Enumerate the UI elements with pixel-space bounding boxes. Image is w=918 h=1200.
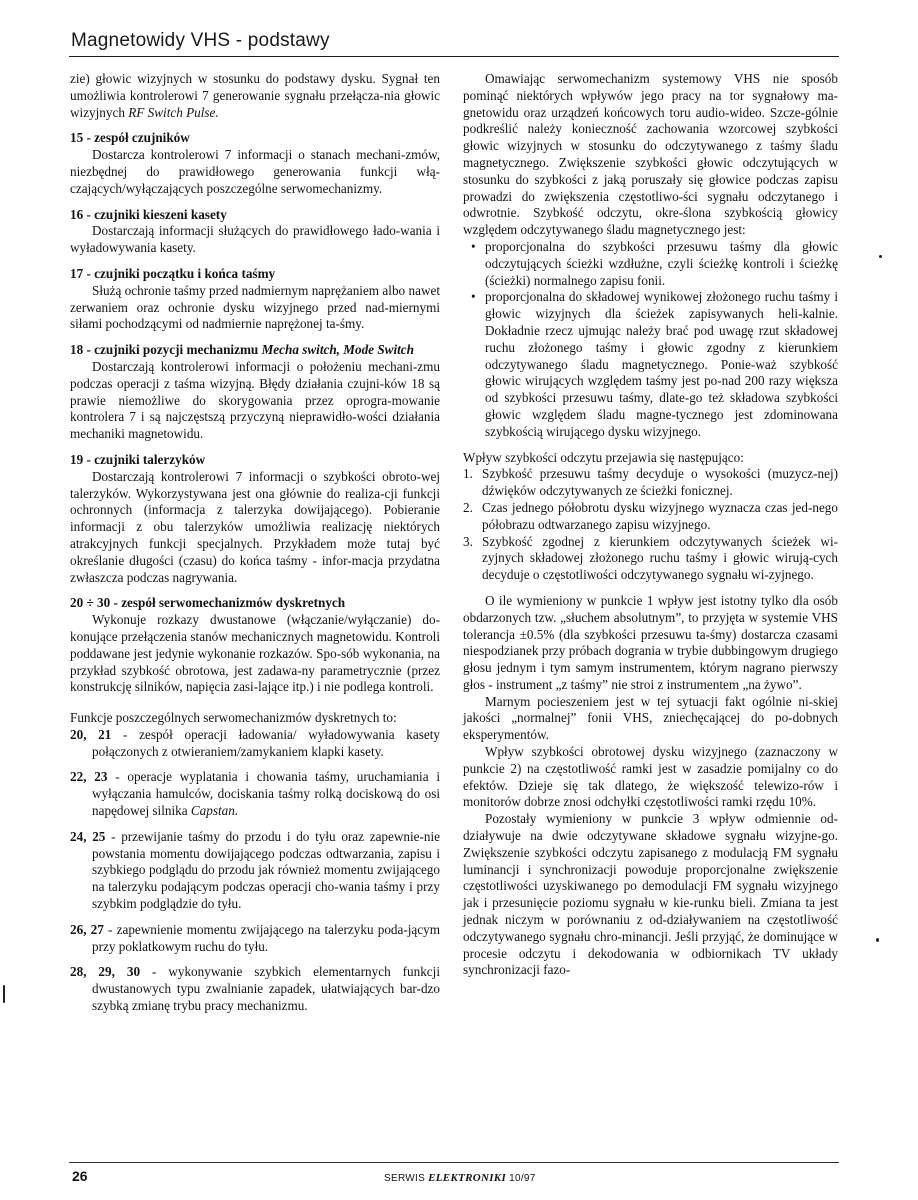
function-item: 20, 21 - zespół operacji ładowania/ wyładowywania kasety połączonych z otwieraniem/zamykaniem klapki kasety.	[70, 726, 440, 759]
page-number: 26	[72, 1168, 88, 1184]
section-20-30-text: Wykonuje rozkazy dwustanowe (włączanie/wyłączanie) do-konujące przełączenia stanów mechanicznych magnetowidu. Kontroli poddawane jest jedynie wykonanie rozkazów. Spo-sób wykonania, na przykład szybkość obrotowa, jest zadawa-ny parametrycznie (przez konstrukcję silników, napięcia zasi-lające itp.) i nie podlega kontroli.	[70, 612, 440, 695]
section-20-30-title: 20 ÷ 30 - zespół serwomechanizmów dyskretnych	[70, 595, 346, 611]
running-header	[69, 30, 839, 57]
scan-speck	[876, 938, 879, 942]
intro-paragraph: zie) głowic wizyjnych w stosunku do podstawy dysku. Sygnał ten umożliwia kontrolerowi 7 generowanie sygnału przełącza-nia głowic wizyjnych RF Switch Pulse.	[70, 71, 440, 120]
section-15-title: 15 - zespół czujników	[70, 130, 190, 146]
section-17-text: Służą ochronie taśmy przed nadmiernym naprężaniem albo nawet zerwaniem oraz ochronie dysku wizyjnego przed nad-miernymi siłami pochodzącymi od nadmiernie naprężonej ta-śmy.	[70, 282, 440, 332]
list-item: • proporcjonalna do szybkości przesuwu taśmy dla głowic odczytujących ścieżki wzdłużne, czyli ścieżkę kontroli i ścieżkę (ścieżki) normalnego zapisu fonii.	[471, 238, 838, 288]
body-paragraph: Marnym pocieszeniem jest w tej sytuacji fakt ogólnie ni-skiej jakości „normalnej” fonii VHS, zniechęcającej do po-dobnych eksperymentów.	[463, 693, 838, 743]
section-15-text: Dostarcza kontrolerowi 7 informacji o stanach mechani-zmów, niezbędnej do prawidłowego generowania funkcji włą-czających/wyłączających poszczególne serwomechanizmy.	[70, 147, 440, 196]
section-18-title: 18 - czujniki pozycji mechanizmu Mecha switch, Mode Switch	[70, 342, 414, 358]
numbered-list	[463, 466, 838, 584]
scan-speck	[3, 985, 5, 1003]
section-19-text: Dostarczają kontrolerowi 7 informacji o szybkości obroto-wej talerzyków. Wykorzystywana jest ona głównie do realiza-cji funkcji ochronnych (informacja z talerzyka dowijającego). Pobieranie informacji z obu talerzyków umożliwia realizację niektórych atrakcyjnych funkcji specjalnych. Przykładem może tutaj być określanie długości (czasu) do końca taśmy - infor-macja przydatna zwłaszcza podczas nagrywania.	[70, 468, 440, 585]
body-paragraph: Omawiając serwomechanizm systemowy VHS nie sposób pominąć niektórych wpływów jego pracy na tor sygnałowy ma-gnetowidu oraz urządzeń końcowych toru audio-wideo. Szcze-gólnie podkreślić należy konieczność zachowania wzorcowej szybkości głowic wizyjnych w stosunku do odczytywanego z taśmy śladu magnetycznego. Zwiększenie szybkości głowic odczytujących w stosunku do szybkości z jaką poruszały się głowice podczas zapisu prowadzi do zwiększenia częstotliwo-ści sygnału odczytanego i odwrotnie. Szybkość odczytu, okre-ślona szybkością głowicy względem odczytywanego śladu magnetycznego jest:	[463, 71, 838, 238]
scan-speck	[879, 255, 882, 258]
body-paragraph: O ile wymieniony w punkcie 1 wpływ jest istotny tylko dla osób obdarzonych tzw. „słuchem absolutnym”, to przyjęta w systemie VHS tolerancja ±0.5% (dla szybkości przesuwu ta-śmy) dostarcza czasami niespodzianek przy próbach dogrania w trybie dubbingowym drugiego głosu jednym i tym samym instrumentem, którym nagrano pierwszy głos - instrument „z taśmy” nie stroi z instrumentem „na żywo”.	[463, 592, 838, 692]
footer-rule	[69, 1162, 839, 1163]
section-16-text: Dostarczają informacji służących do prawidłowego łado-wania i wyładowywania kasety.	[70, 223, 440, 256]
section-16-title: 16 - czujniki kieszeni kasety	[70, 206, 227, 222]
section-19-title: 19 - czujniki talerzyków	[70, 451, 206, 467]
list-item: 1. Szybkość przesuwu taśmy decyduje o wysokości (muzycz-nej) dźwięków odczytywanych ze ścieżki fonicznej.	[463, 466, 838, 499]
section-17-title: 17 - czujniki początku i końca taśmy	[70, 265, 276, 281]
body-paragraph: Wpływ szybkości odczytu przejawia się następująco:	[463, 449, 744, 465]
body-paragraph: Pozostały wymieniony w punkcie 3 wpływ odmiennie od-działywuje na dwie odczytywane składowe sygnału wizyjne-go. Zwiększenie szybkości odczytu zapisanego z modulacją FM sygnału luminancji i synchronizacji powoduje proporcjonalne zwiększenie częstotliwości uzyskiwanego po demodulacji FM sygnału wizyjnego jak i przesunięcie poziomu sygnału w kie-runku bieli. Zmiana ta jest jednak niczym w porównaniu z od-działywaniem na częstotliwość odczytywanego sygnału chro-minancji. Jeśli przyjąć, że dominujące w procesie odczytu i dekodowania w odbiornikach TV układy synchronizacji fazo-	[463, 811, 838, 978]
section-18-text: Dostarczają kontrolerowi informacji o położeniu mechani-zmu podczas operacji z taśma wizyjną. Błędy działania czujni-ków 18 są prawie niemożliwe do skorygowania przez oprogra-mowanie kontrolera 7 i są najczęstszą przyczyną nieprawidło-wości działania mechaniki magnetowidu.	[70, 358, 440, 442]
function-item: 28, 29, 30 - wykonywanie szybkich elementarnych funkcji dwustanowych typu zwalnianie zapadek, ułatwiających bar-dzo szybką zmianę trybu pracy mechanizmu.	[70, 964, 440, 1014]
list-item: • proporcjonalna do składowej wynikowej złożonego ruchu taśmy i głowic wizyjnych dla ścieżek zapisywanych heli-kalnie. Dokładnie rzecz ujmując należy brać pod uwagę rzut składowej ruchu złożonego taśmy i głowic zgodny z kierunkiem odczytywanego śladu magnetycznego. Ponie-waż szybkość głowic wirujących względem taśmy jest po-nad 200 razy większa od szybkości przesuwu taśmy, dlate-go też składowa szybkości głowic względem śladu magne-tycznego jest zdominowana szybkością wirującego dysku wizyjnego.	[471, 289, 838, 439]
body-paragraph: Wpływ szybkości obrotowej dysku wizyjnego (zaznaczony w punkcie 2) na częstotliwość ramki jest w zasadzie pomijalny co do efektów. Dzieje się tak dlatego, że większość telewizo-rów i monitorów dobrze znosi odchyłki częstotliwości ramki rzędu 10%.	[463, 744, 838, 810]
right-column	[463, 71, 838, 979]
bullet-list	[463, 239, 838, 441]
running-header-title: Magnetowidy VHS - podstawy	[71, 30, 330, 51]
functions-intro: Funkcje poszczególnych serwomechanizmów dyskretnych to:	[70, 710, 397, 726]
list-item: 2. Czas jednego półobrotu dysku wizyjnego wyznacza czas jed-nego półobrazu odtwarzanego zapisu wizyjnego.	[463, 499, 838, 532]
function-item: 26, 27 - zapewnienie momentu zwijającego na talerzyku poda-jącym przy poklatkowym ruchu do tyłu.	[70, 921, 440, 954]
function-item: 22, 23 - operacje wyplatania i chowania taśmy, uruchamiania i wyłączania hamulców, dociskania taśmy rolką dociskową do osi napędowej silnika Capstan.	[70, 769, 440, 819]
bullet-icon: •	[471, 289, 476, 305]
magazine-info: SERWIS ELEKTRONIKI 10/97	[384, 1172, 536, 1184]
bullet-icon: •	[471, 238, 476, 254]
list-item: 3. Szybkość zgodnej z kierunkiem odczytywanych ścieżek wi-zyjnych składowej złożonego ruchu taśmy i głowic wirują-cych decyduje o częstotliwości odczytywanego sygnału wi-zyjnego.	[463, 533, 838, 583]
function-item: 24, 25 - przewijanie taśmy do przodu i do tyłu oraz zapewnie-nie powstania momentu dowijającego podczas odtwarzania, zapisu i szybkiego podglądu do przodu jak również momentu zwijającego na talerzyku podającym podczas operacji cho-wania taśmy i przy szybkim podglądzie do tyłu.	[70, 828, 441, 912]
left-column	[70, 71, 440, 1015]
